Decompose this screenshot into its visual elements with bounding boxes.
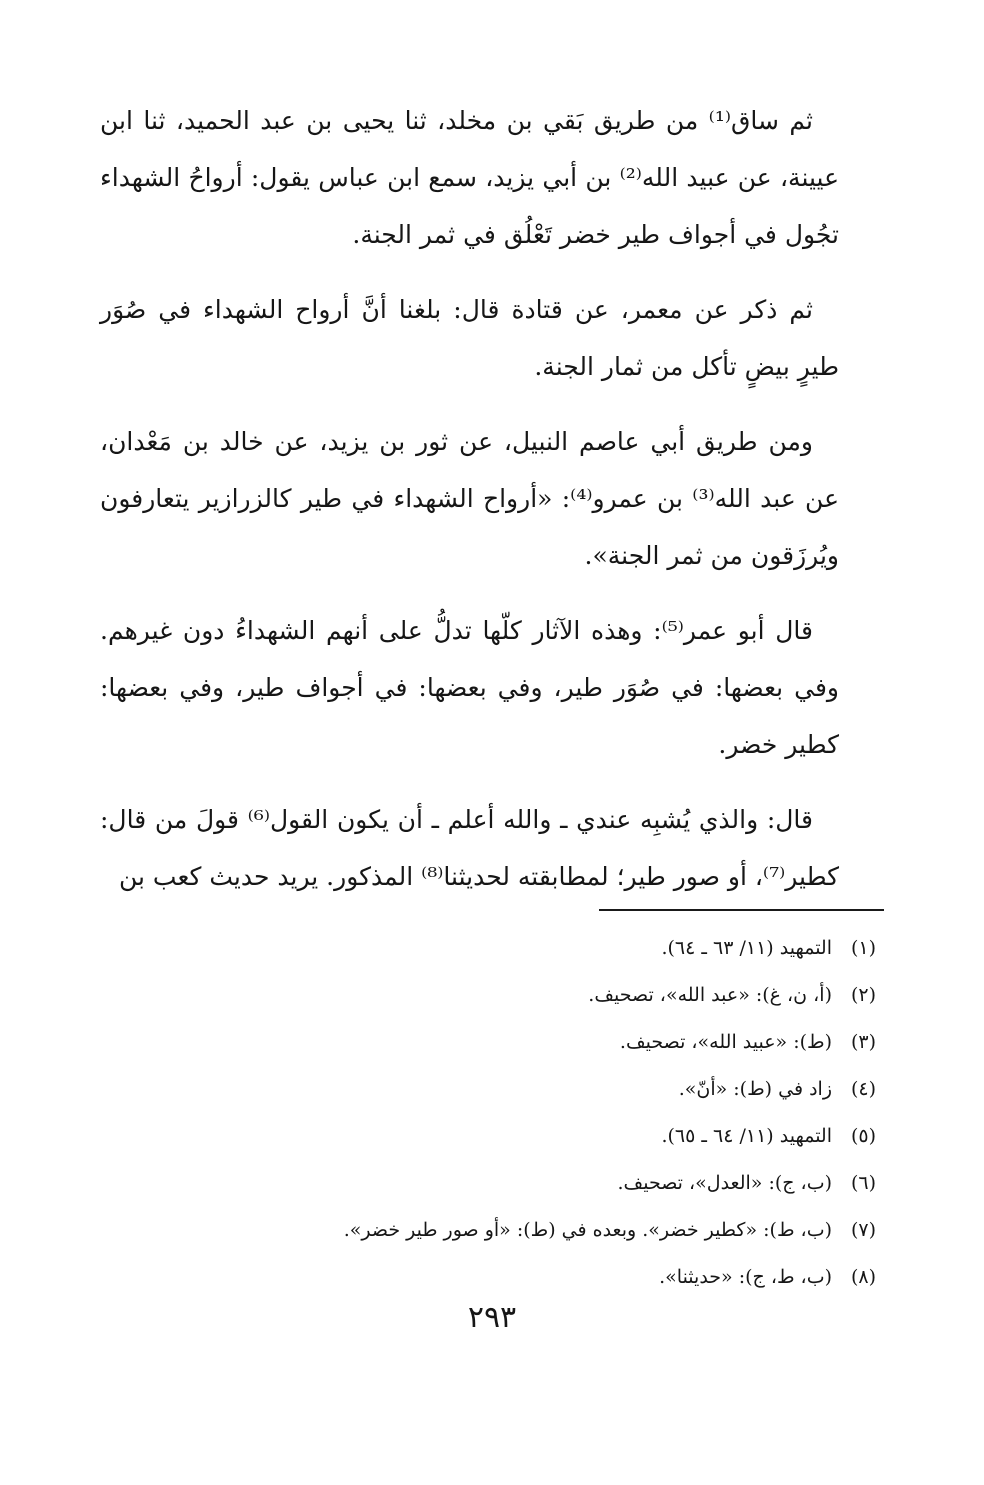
footnote-text: (ب، ج): «العدل»، تصحيف. bbox=[617, 1172, 832, 1194]
footnote-number: (٧) bbox=[850, 1219, 876, 1241]
footnotes-list bbox=[100, 925, 876, 1301]
paragraph-4: قال أبو عمر⁽⁵⁾: وهذه الآثار كلّها تدلُّ على أنهم الشهداءُ دون غيرهم. وفي بعضها: في صُوَر طير، وفي بعضها: في أجواف طير، وفي بعضها: كطير خضر. bbox=[100, 616, 839, 759]
paragraph-2: ثم ذكر عن معمر، عن قتادة قال: بلغنا أنَّ أرواح الشهداء في صُوَر طيرٍ بيضٍ تأكل من ثمار الجنة. bbox=[100, 295, 839, 381]
footnote-text: التمهيد (١١/ ٦٤ ـ ٦٥). bbox=[661, 1125, 832, 1147]
footnote-5 bbox=[100, 1113, 876, 1160]
footnote-number: (٨) bbox=[850, 1266, 876, 1288]
footnote-text: زاد في (ط): «أنّ». bbox=[678, 1078, 832, 1100]
footnote-2 bbox=[100, 972, 876, 1019]
footnote-1 bbox=[100, 925, 876, 972]
paragraph-1: ثم ساق⁽¹⁾ من طريق بَقي بن مخلد، ثنا يحيى بن عبد الحميد، ثنا ابن عيينة، عن عبيد الله⁽²⁾ بن أبي يزيد، سمع ابن عباس يقول: أرواحُ الشهداء تجُول في أجواف طير خضر تَعْلُق في ثمر الجنة. bbox=[100, 106, 839, 249]
footnote-text: التمهيد (١١/ ٦٣ ـ ٦٤). bbox=[661, 937, 832, 959]
footnote-number: (٥) bbox=[850, 1125, 876, 1147]
main-text bbox=[100, 92, 839, 923]
footnote-text: (أ، ن، غ): «عبد الله»، تصحيف. bbox=[588, 984, 832, 1006]
footnote-divider bbox=[599, 909, 884, 911]
footnote-number: (٦) bbox=[850, 1172, 876, 1194]
paragraph-5: قال: والذي يُشبِه عندي ـ والله أعلم ـ أن يكون القول⁽⁶⁾ قولَ من قال: كطير⁽⁷⁾، أو صور طير؛ لمطابقته لحديثنا⁽⁸⁾ المذكور. يريد حديث كعب بن bbox=[100, 805, 839, 891]
footnote-number: (١) bbox=[850, 937, 876, 959]
footnote-number: (٣) bbox=[850, 1031, 876, 1053]
footnote-6 bbox=[100, 1160, 876, 1207]
footnote-text: (ب، ط، ج): «حديثنا». bbox=[659, 1266, 832, 1288]
footnote-4 bbox=[100, 1066, 876, 1113]
footnote-7 bbox=[100, 1207, 876, 1254]
footnote-number: (٢) bbox=[850, 984, 876, 1006]
footnote-number: (٤) bbox=[850, 1078, 876, 1100]
paragraph-3: ومن طريق أبي عاصم النبيل، عن ثور بن يزيد، عن خالد بن مَعْدان، عن عبد الله⁽³⁾ بن عمرو⁽⁴⁾: «أرواح الشهداء في طير كالزرازير يتعارفون ويُرزَقون من ثمر الجنة». bbox=[100, 427, 839, 570]
page-number: ٢٩٣ bbox=[467, 1300, 517, 1335]
footnote-8 bbox=[100, 1254, 876, 1301]
footnote-3 bbox=[100, 1019, 876, 1066]
footnote-text: (ب، ط): «كطير خضر». وبعده في (ط): «أو صور طير خضر». bbox=[343, 1219, 832, 1241]
footnote-text: (ط): «عبيد الله»، تصحيف. bbox=[619, 1031, 832, 1053]
